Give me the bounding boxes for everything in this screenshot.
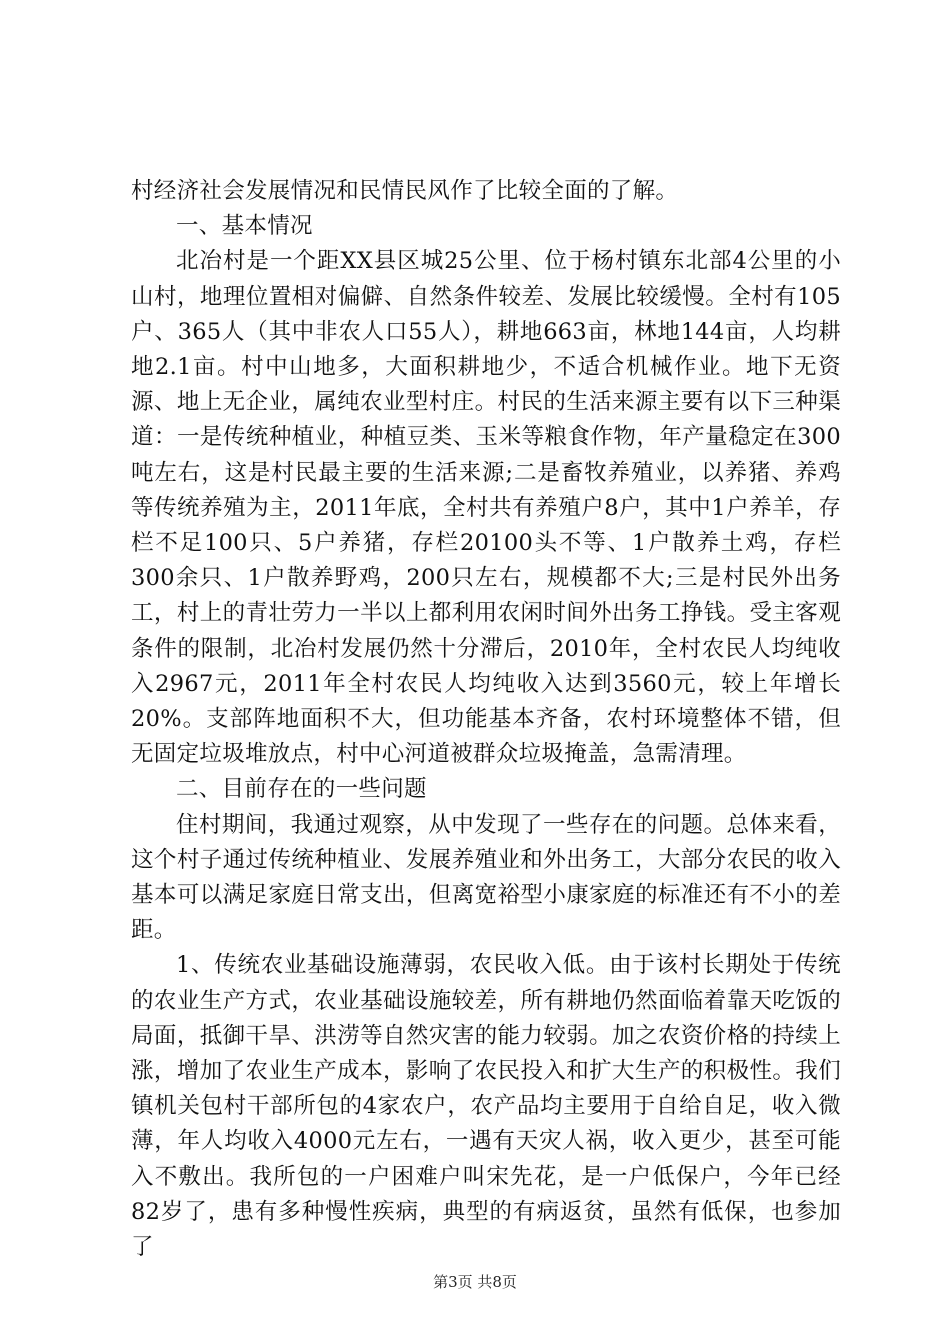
document-body: [131, 174, 841, 1265]
paragraph-problem-1: 1、传统农业基础设施薄弱，农民收入低。由于该村长期处于传统的农业生产方式，农业基础设施较差，所有耕地仍然面临着靠天吃饭的局面，抵御干旱、洪涝等自然灾害的能力较弱。加之农资价格的持续上涨，增加了农业生产成本，影响了农民投入和扩大生产的积极性。我们镇机关包村干部所包的4家农户，农产品均主要用于自给自足，收入微薄，年人均收入4000元左右，一遇有天灾人祸，收入更少，甚至可能入不敷出。我所包的一户困难户叫宋先花，是一户低保户，今年已经82岁了，患有多种慢性疾病，典型的有病返贫，虽然有低保，也参加了: [131, 952, 841, 1261]
section-heading-basic-situation: 一、基本情况: [176, 213, 313, 240]
page-footer: 第3页 共8页: [433, 1273, 517, 1291]
paragraph-problems-overview: 住村期间，我通过观察，从中发现了一些存在的问题。总体来看，这个村子通过传统种植业、发展养殖业和外出务工，大部分农民的收入基本可以满足家庭日常支出，但离宽裕型小康家庭的标准还有不小的差距。: [131, 811, 841, 944]
paragraph-continuation: 村经济社会发展情况和民情民风作了比较全面的了解。: [131, 178, 679, 204]
section-heading-existing-problems: 二、目前存在的一些问题: [176, 776, 427, 803]
paragraph-basic-situation: 北冶村是一个距XX县区城25公里、位于杨村镇东北部4公里的小山村，地理位置相对偏僻、自然条件较差、发展比较缓慢。全村有105户、365人（其中非农人口55人），耕地663亩，林地144亩，人均耕地2.1亩。村中山地多，大面积耕地少，不适合机械作业。地下无资源、地上无企业，属纯农业型村庄。村民的生活来源主要有以下三种渠道：一是传统种植业，种植豆类、玉米等粮食作物，年产量稳定在300吨左右，这是村民最主要的生活来源;二是畜牧养殖业，以养猪、养鸡等传统养殖为主，2011年底，全村共有养殖户8户，其中1户养羊，存栏不足100只、5户养猪，存栏20100头不等、1户散养土鸡，存栏300余只、1户散养野鸡，200只左右，规模都不大;三是村民外出务工，村上的青壮劳力一半以上都利用农闲时间外出务工挣钱。受主客观条件的限制，北冶村发展仍然十分滞后，2010年，全村农民人均纯收入2967元，2011年全村农民人均纯收入达到3560元，较上年增长20%。支部阵地面积不大，但功能基本齐备，农村环境整体不错，但无固定垃圾堆放点，村中心河道被群众垃圾掩盖，急需清理。: [131, 248, 841, 768]
